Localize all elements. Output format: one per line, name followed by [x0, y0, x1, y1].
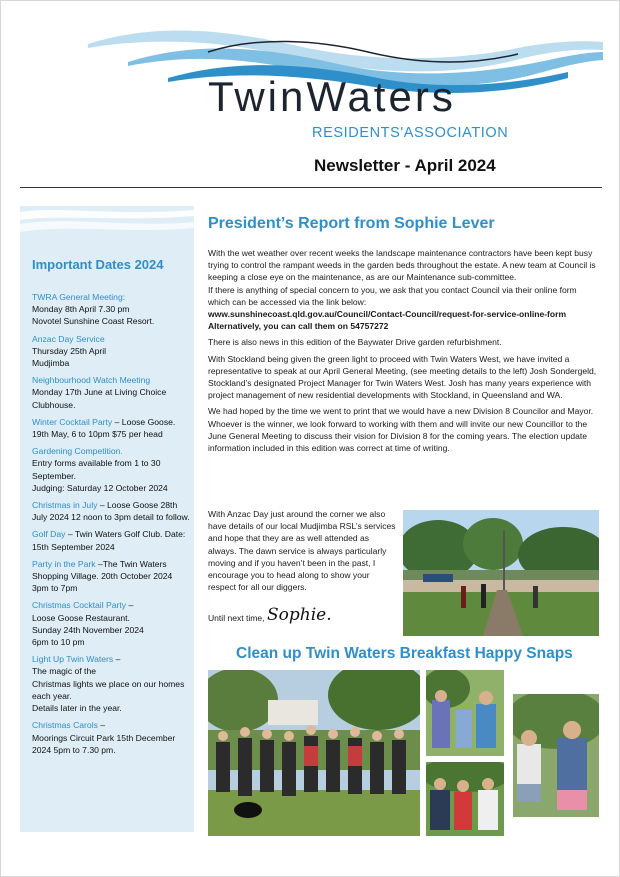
pair-photo	[513, 694, 599, 817]
sidebar-title: Important Dates 2024	[32, 257, 164, 272]
date-item-title: Christmas Cocktail Party	[32, 600, 127, 611]
date-item-title: Golf Day	[32, 529, 66, 540]
date-item-detail: –	[126, 600, 134, 611]
couple-photo	[426, 670, 504, 756]
brand-logo-text: TwinWaters	[208, 73, 456, 120]
date-item-line: Novotel Sunshine Coast Resort.	[32, 316, 155, 327]
date-item-line: Entry forms available from 1 to 30 September.	[32, 458, 161, 481]
paragraph-maintenance: With the wet weather over recent weeks the landscape maintenance contractors have been kept busy trying to control the rampant weeds in the garden beds throughout the estate. A new team at Council is keeping a close eye on the maintenance, as are our Maintenance sub-committee.	[208, 248, 596, 283]
date-item-detail: – Twin Waters Golf Club. Date: 15th September 2024	[32, 529, 186, 552]
sidebar-wave-decoration	[20, 206, 194, 244]
date-item-line: Thursday 25th April	[32, 345, 107, 356]
date-item	[32, 599, 190, 648]
date-item-line: Monday 8th April 7.30 pm	[32, 304, 130, 315]
date-item-title: Anzac Day Service	[32, 333, 105, 344]
date-item	[32, 374, 190, 411]
anzac-service-photo	[403, 510, 599, 636]
signature: Sophie.	[267, 605, 332, 625]
date-item	[32, 445, 190, 494]
date-item	[32, 333, 190, 370]
group-photo	[208, 670, 420, 836]
date-item	[32, 653, 190, 714]
date-item-line: 6pm to 10 pm	[32, 637, 85, 648]
important-dates-sidebar	[20, 206, 194, 832]
date-item-line: Moorings Circuit Park 15th December 2024 5pm to 7.30 pm.	[32, 732, 176, 755]
date-item	[32, 558, 190, 595]
date-item-detail: –The Twin Waters Shopping Village. 20th October 2024 3pm to 7pm	[32, 558, 173, 594]
date-item-line: The magic of the	[32, 666, 97, 677]
date-item	[32, 719, 190, 756]
paragraph-stockland: With Stockland being given the green light to proceed with Twin Waters West, we have invited a representative to speak at our April General Meeting, (see meeting details to the left) Josh Sondergeld, Stockland’s designated Project Manager for Twin Waters West. Josh has many years experience with project management of new residential developments with Stockland, in Queensland and WA.	[208, 353, 597, 401]
dates-list	[32, 291, 190, 761]
date-item-detail: –	[113, 654, 121, 665]
date-item-line: Judging: Saturday 12 October 2024	[32, 482, 168, 493]
date-item	[32, 528, 190, 552]
paragraph-contact: If there is anything of special concern to you, we ask that you contact Council via their online form which can be accessed via the link below:	[208, 284, 577, 307]
council-phone: Alternatively, you can call them on 54757272	[208, 321, 389, 332]
date-item-detail: –	[97, 720, 106, 731]
date-item-title: Christmas in July	[32, 500, 98, 511]
header-rule	[20, 187, 602, 188]
date-item-line: Mudjimba	[32, 358, 70, 369]
date-item-title: Christmas Carols	[32, 720, 98, 731]
date-item-title: TWRA General Meeting:	[32, 292, 126, 302]
signoff: Until next time,	[208, 613, 265, 623]
date-item-detail: – Loose Goose 28th July 2024 12 noon to 3pm detail to follow.	[32, 500, 190, 523]
date-item	[32, 416, 190, 440]
brand-subtitle: RESIDENTS'ASSOCIATION	[312, 125, 509, 141]
newsletter-title: Newsletter - April 2024	[314, 156, 496, 175]
date-item-title: Light Up Twin Waters	[32, 654, 114, 665]
date-item-line: Sunday 24th November 2024	[32, 624, 144, 635]
date-item	[32, 291, 190, 328]
paragraph-anzac: With Anzac Day just around the corner we also have details of our local Mudjimba RSL’s services and hope that they are as well attended as always. The dawn service is always particularly moving and if you haven’t been in the past, I encourage you to head along to show your respect for all our diggers.	[208, 509, 396, 593]
paragraph-baywater: There is also news in this edition of the Baywater Drive garden refurbishment.	[208, 337, 502, 348]
trio-photo	[426, 762, 504, 836]
date-item-line: Monday 17th June at Living Choice Clubhouse.	[32, 387, 167, 410]
report-body	[208, 247, 598, 458]
breakfast-snaps-title: Clean up Twin Waters Breakfast Happy Snaps	[236, 645, 573, 662]
council-link[interactable]: www.sunshinecoast.qld.gov.au/Council/Contact-Council/request-for-service-online-form	[208, 309, 567, 320]
date-item-detail: – Loose Goose. 19th May, 6 to 10pm $75 per head	[32, 416, 176, 440]
presidents-report-title: President’s Report from Sophie Lever	[208, 215, 495, 232]
date-item-title: Party in the Park	[32, 558, 96, 569]
paragraph-election: We had hoped by the time we went to print that we would have a new Division 8 Councilor and Mayor. Whoever is the winner, we look forward to working with them and will invite our new Councillor to the June General Meeting to discuss their vision for Division 8 for the coming years. The election update information included in this edition was correct at time of writing.	[208, 406, 594, 454]
date-item-line: Christmas lights we place on our homes each year.	[32, 678, 185, 701]
date-item-line: Loose Goose Restaurant.	[32, 612, 130, 623]
date-item-title: Gardening Competition.	[32, 446, 123, 457]
date-item-title: Winter Cocktail Party	[32, 416, 113, 427]
date-item-line: Details later in the year.	[32, 703, 122, 714]
date-item-title: Neighbourhood Watch Meeting	[32, 375, 151, 386]
date-item	[32, 499, 190, 523]
